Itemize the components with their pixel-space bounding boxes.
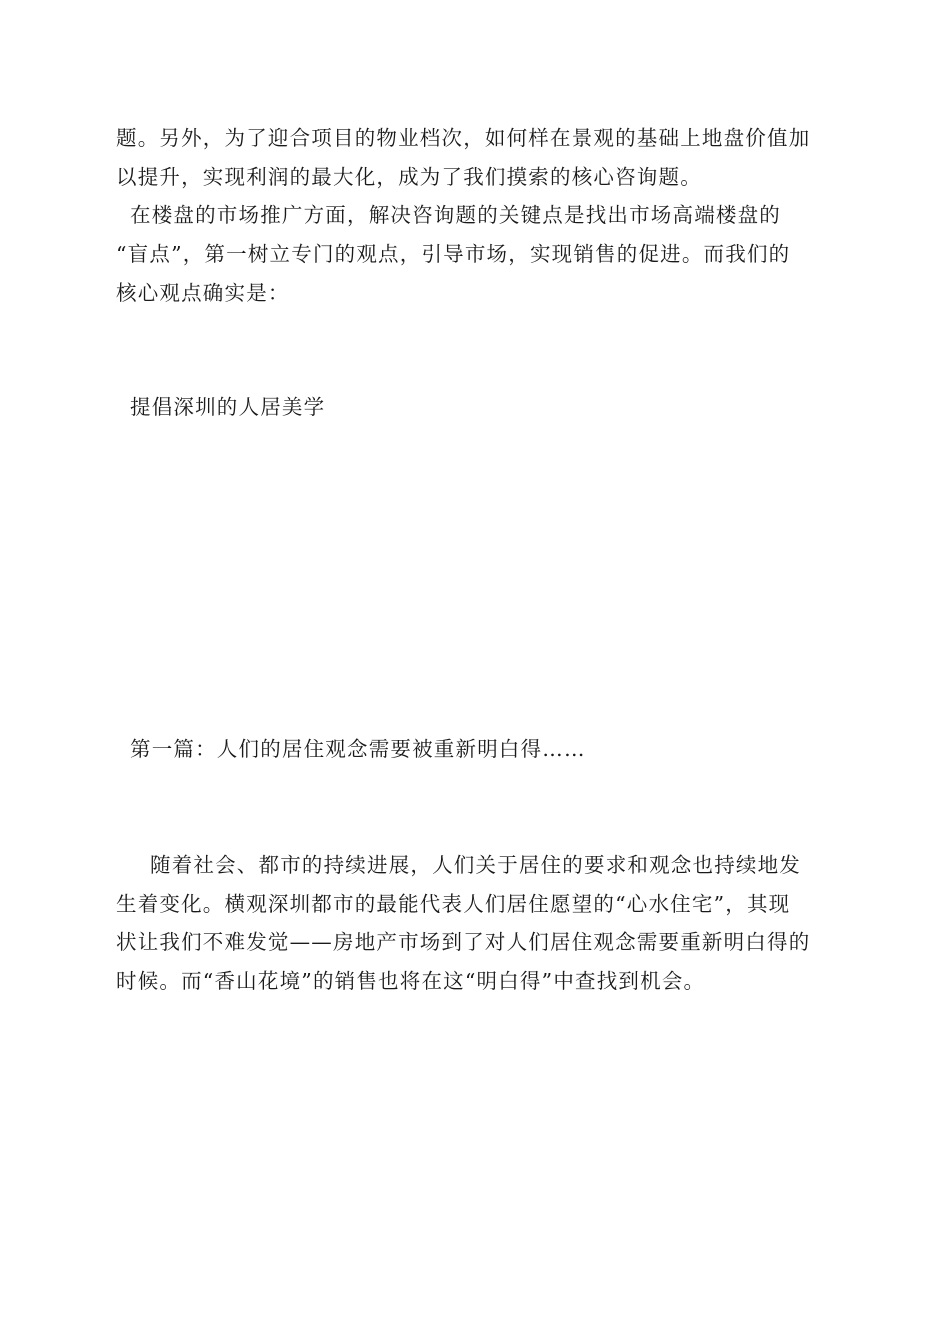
slogan: 提倡深圳的人居美学 xyxy=(130,395,326,419)
paragraph-line: 核心观点确实是： xyxy=(116,281,290,305)
paragraph-line: 以提升，实现利润的最大化，成为了我们摸索的核心咨询题。 xyxy=(116,165,702,189)
paragraph-line: “盲点”，第一树立专门的观点，引导市场，实现销售的促进。而我们的 xyxy=(116,242,791,266)
paragraph-line: 随着社会、都市的持续进展，人们关于居住的要求和观念也持续地发 xyxy=(150,853,801,877)
paragraph-line: 时候。而“香山花境”的销售也将在这“明白得”中查找到机会。 xyxy=(116,969,706,993)
paragraph-line: 在楼盘的市场推广方面，解决咨询题的关键点是找出市场高端楼盘的 xyxy=(130,203,781,227)
paragraph-line: 生着变化。横观深圳都市的最能代表人们居住愿望的“心水住宅”，其现 xyxy=(116,892,791,916)
chapter-heading: 第一篇：人们的居住观念需要被重新明白得…… xyxy=(130,737,586,761)
paragraph-line: 状让我们不难发觉——房地产市场到了对人们居住观念需要重新明白得的 xyxy=(116,930,811,954)
paragraph-line: 题。另外，为了迎合项目的物业档次，如何样在景观的基础上地盘价值加 xyxy=(116,126,811,150)
